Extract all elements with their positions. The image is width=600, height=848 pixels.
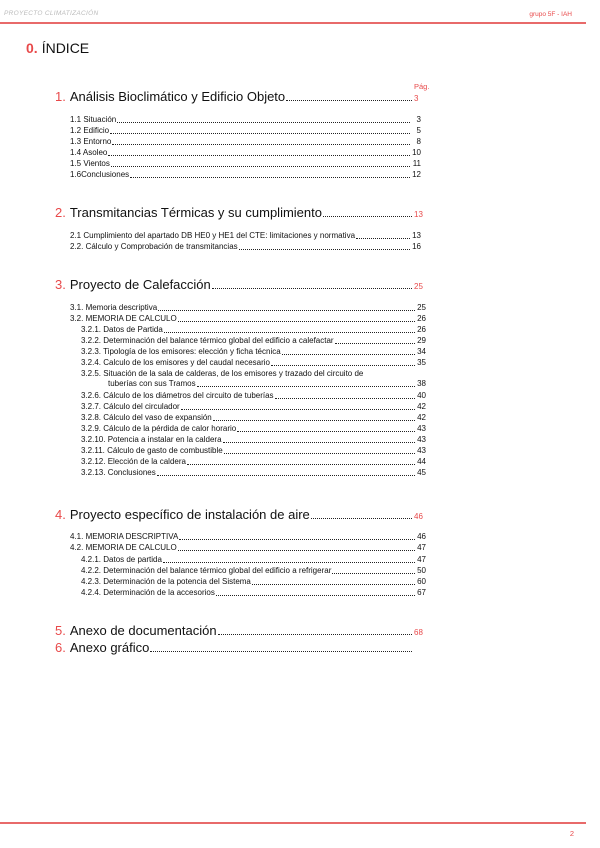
toc-item-page: 26 — [417, 314, 426, 323]
toc-item[interactable] — [81, 325, 426, 335]
toc-item-page: 43 — [417, 435, 426, 444]
toc-item-page: 45 — [417, 468, 426, 477]
toc-item-page: 46 — [417, 532, 426, 541]
dot-leader — [237, 431, 415, 432]
toc-item[interactable] — [81, 588, 426, 598]
dot-leader — [178, 550, 415, 551]
toc-item[interactable] — [70, 170, 421, 180]
dot-leader — [282, 354, 415, 355]
toc-item-label: 4.2.2. Determinación del balance térmico global del edificio a refrigerar — [81, 566, 332, 575]
toc-item-label: 4.2. MEMORIA DE CALCULO — [70, 543, 177, 552]
dot-leader — [311, 518, 412, 519]
toc-item-page: 29 — [417, 336, 426, 345]
dot-leader — [323, 216, 412, 217]
toc-item-label: 2.2. Cálculo y Comprobación de transmitancias — [70, 242, 238, 251]
dot-leader — [216, 595, 415, 596]
section-title: Proyecto de Calefacción — [69, 277, 211, 292]
dot-leader — [223, 442, 415, 443]
toc-item-page: 26 — [417, 325, 426, 334]
toc-item[interactable] — [81, 424, 426, 434]
dot-leader — [178, 321, 415, 322]
dot-leader — [218, 634, 412, 635]
toc-item-page: 25 — [417, 303, 426, 312]
section-title: Proyecto específico de instalación de aire — [69, 507, 310, 522]
toc-item-page: 60 — [417, 577, 426, 586]
dot-leader — [213, 420, 415, 421]
toc-item[interactable] — [70, 532, 426, 542]
toc-item[interactable] — [70, 126, 421, 136]
toc-item-page: 47 — [417, 543, 426, 552]
header-group: grupo 5F - IAH — [529, 11, 572, 18]
toc-item[interactable] — [70, 314, 426, 324]
dot-leader — [252, 584, 415, 585]
toc-item-page: 34 — [417, 347, 426, 356]
toc-item[interactable] — [81, 457, 426, 467]
toc-item-page: 12 — [412, 170, 421, 179]
toc-item-label-cont: tuberías con sus Tramos — [108, 379, 196, 388]
toc-item-label: 3.2.10. Potencia a instalar en la caldera — [81, 435, 222, 444]
toc-item-label: 3.2.8. Cálculo del vaso de expansión — [81, 413, 212, 422]
toc-item-label: 1.1 Situación — [70, 115, 117, 124]
section-page: 46 — [414, 512, 423, 521]
toc-item[interactable] — [81, 468, 426, 478]
section-number: 5. — [55, 623, 66, 638]
toc-item[interactable] — [81, 336, 426, 346]
dot-leader — [224, 453, 415, 454]
toc-item-line2 — [81, 379, 426, 389]
dot-leader — [111, 166, 410, 167]
section-page: 25 — [414, 282, 423, 291]
toc-item-page: 43 — [417, 424, 426, 433]
dot-leader — [108, 155, 410, 156]
toc-item-label: 4.2.3. Determinación de la potencia del Sistema — [81, 577, 251, 586]
toc-item[interactable] — [81, 402, 426, 412]
section-title: Anexo de documentación — [69, 623, 217, 638]
pag-label: Pág. — [414, 82, 430, 91]
dot-leader — [187, 464, 415, 465]
toc-item-page: 40 — [417, 391, 426, 400]
toc-item-page: 5 — [416, 126, 421, 135]
toc-item-page: 42 — [417, 413, 426, 422]
toc-item-page: 3 — [416, 115, 421, 124]
dot-leader — [130, 177, 410, 178]
section-title: Transmitancias Térmicas y su cumplimiento — [69, 205, 322, 220]
toc-item-label: 1.2 Edificio — [70, 126, 110, 135]
toc-item-label: 3.2.6. Cálculo de los diámetros del circuito de tuberías — [81, 391, 274, 400]
toc-item-label: 3.2.5. Situación de la sala de calderas, de los emisores y trazado del circuito de — [81, 369, 364, 378]
toc-section-5[interactable] — [55, 622, 423, 638]
section-page: 3 — [414, 94, 419, 103]
toc-item-label: 3.2.9. Cálculo de la pérdida de calor horario — [81, 424, 237, 433]
dot-leader — [212, 288, 412, 289]
section-title: Anexo gráfico — [69, 640, 150, 655]
toc-item[interactable] — [70, 137, 421, 147]
dot-leader — [164, 332, 415, 333]
toc-section-6[interactable] — [55, 639, 413, 655]
dot-leader — [286, 100, 412, 101]
dot-leader — [179, 539, 415, 540]
toc-section-3[interactable] — [55, 276, 423, 292]
toc-item[interactable] — [70, 242, 421, 252]
toc-item[interactable] — [70, 115, 421, 125]
page-title — [26, 40, 89, 56]
toc-item-label: 1.5 Vientos — [70, 159, 110, 168]
dot-leader — [110, 133, 410, 134]
toc-item-page: 67 — [417, 588, 426, 597]
toc-item-page: 16 — [412, 242, 421, 251]
toc-item-page: 35 — [417, 358, 426, 367]
toc-item-page: 10 — [412, 148, 421, 157]
toc-item-label: 3.2.3. Tipología de los emisores: elección y ficha técnica — [81, 347, 281, 356]
toc-item[interactable] — [81, 435, 426, 445]
dot-leader — [197, 386, 415, 387]
dot-leader — [239, 249, 410, 250]
toc-item-label: 3.1. Memoria descriptiva — [70, 303, 158, 312]
section-title: Análisis Bioclimático y Edificio Objeto — [69, 89, 286, 104]
section-page: 13 — [414, 210, 423, 219]
dot-leader — [181, 409, 415, 410]
toc-item[interactable] — [70, 231, 421, 241]
toc-item[interactable] — [70, 159, 421, 169]
toc-item[interactable] — [70, 303, 426, 313]
title-number: 0. — [26, 40, 38, 56]
toc-item[interactable] — [81, 347, 426, 357]
toc-item-page: 11 — [412, 159, 421, 168]
page-number: 2 — [569, 829, 574, 838]
toc-item[interactable] — [81, 577, 426, 587]
dot-leader — [157, 475, 415, 476]
toc-item-page: 43 — [417, 446, 426, 455]
toc-item[interactable] — [70, 148, 421, 158]
toc-item-label: 3.2.2. Determinación del balance térmico global del edificio a calefactar — [81, 336, 334, 345]
section-number: 2. — [55, 205, 66, 220]
toc-item[interactable] — [81, 369, 426, 389]
toc-item-label: 3.2.12. Elección de la caldera — [81, 457, 186, 466]
toc-item-page: 8 — [416, 137, 421, 146]
toc-item-label: 1.4 Asoleo — [70, 148, 108, 157]
toc-item-label: 3.2.13. Conclusiones — [81, 468, 156, 477]
toc-item-label: 3.2.7. Cálculo del circulador — [81, 402, 180, 411]
toc-item-label: 3.2.1. Datos de Partida — [81, 325, 163, 334]
header-project: PROYECTO CLIMATIZACIÓN — [4, 10, 99, 17]
toc-item-label: 1.6Conclusiones — [70, 170, 130, 179]
toc-item-label: 1.3 Entorno — [70, 137, 112, 146]
toc-item[interactable] — [81, 413, 426, 423]
toc-item-label: 2.1 Cumplimiento del apartado DB HE0 y HE1 del CTE: limitaciones y normativa — [70, 231, 356, 240]
toc-item[interactable] — [81, 358, 426, 368]
toc-section-2[interactable] — [55, 204, 423, 220]
footer-divider — [0, 822, 586, 824]
toc-item-page: 42 — [417, 402, 426, 411]
toc-item[interactable] — [81, 446, 426, 456]
toc-item-label: 4.2.4. Determinación de la accesorios — [81, 588, 215, 597]
toc-item[interactable] — [81, 391, 426, 401]
dot-leader — [275, 398, 415, 399]
section-number: 3. — [55, 277, 66, 292]
section-number: 6. — [55, 640, 66, 655]
dot-leader — [332, 573, 415, 574]
dot-leader — [271, 365, 415, 366]
section-number: 4. — [55, 507, 66, 522]
toc-item[interactable] — [81, 555, 426, 565]
dot-leader — [150, 651, 412, 652]
toc-section-4[interactable] — [55, 506, 423, 522]
section-number: 1. — [55, 89, 66, 104]
toc-item-label: 4.2.1. Datos de partida — [81, 555, 162, 564]
toc-item-label: 4.1. MEMORIA DESCRIPTIVA — [70, 532, 179, 541]
toc-section-1[interactable] — [55, 88, 419, 104]
toc-item-label: 3.2.4. Calculo de los emisores y del caudal necesario — [81, 358, 270, 367]
dot-leader — [163, 562, 415, 563]
toc-item-page: 38 — [417, 379, 426, 388]
toc-item-page: 13 — [412, 231, 421, 240]
dot-leader — [356, 238, 410, 239]
dot-leader — [112, 144, 410, 145]
section-page: 68 — [414, 628, 423, 637]
dot-leader — [158, 310, 415, 311]
toc-item-page: 47 — [417, 555, 426, 564]
toc-item[interactable] — [70, 543, 426, 553]
header-divider — [0, 22, 586, 24]
toc-item-label: 3.2.11. Cálculo de gasto de combustible — [81, 446, 223, 455]
toc-item-label: 3.2. MEMORIA DE CALCULO — [70, 314, 177, 323]
dot-leader — [117, 122, 410, 123]
toc-item[interactable] — [81, 566, 426, 576]
toc-item-page: 44 — [417, 457, 426, 466]
title-text: ÍNDICE — [41, 40, 90, 56]
toc-item-page: 50 — [417, 566, 426, 575]
dot-leader — [335, 343, 415, 344]
